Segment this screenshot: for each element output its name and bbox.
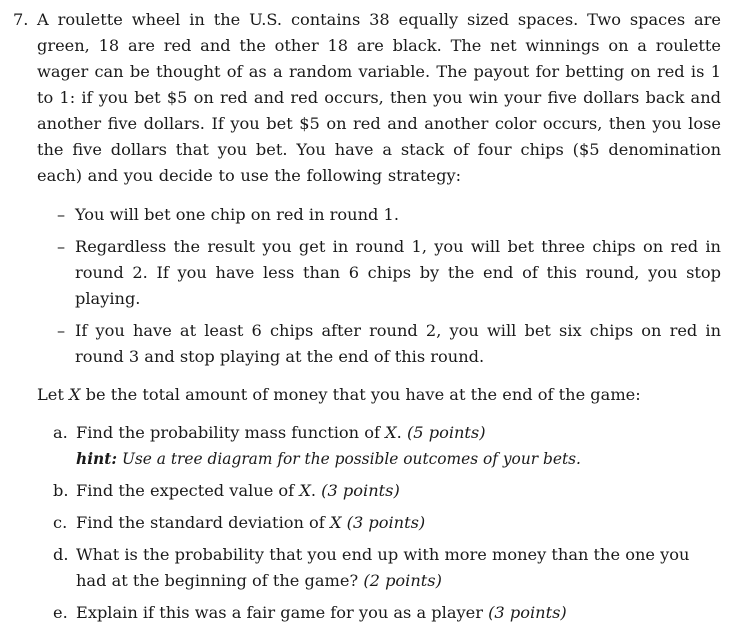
part-points: (3 points) [321, 481, 400, 500]
let-x-after: be the total amount of money that you have at the end of the game: [80, 385, 641, 404]
variable-x: X [68, 385, 81, 404]
dash-bullet: – [57, 321, 66, 340]
strategy-text: Regardless the result you get in round 1, you will bet three chips on red in round 2. If you have less than 6 chips by the end of this round, you stop playing. [75, 237, 721, 308]
part-d [53, 542, 721, 594]
problem-number: 7. [13, 10, 29, 29]
strategy-item [57, 318, 721, 370]
part-letter: b. [53, 481, 69, 500]
part-b [53, 478, 721, 504]
part-letter: c. [53, 513, 68, 532]
part-letter: e. [53, 603, 68, 622]
part-e [53, 600, 721, 626]
strategy-item [57, 202, 721, 228]
strategy-text: You will bet one chip on red in round 1. [75, 205, 399, 224]
variable-x: X [299, 481, 311, 500]
hint-text: Use a tree diagram for the possible outcomes of your bets. [121, 450, 581, 468]
part-text-end: . [310, 481, 317, 500]
part-points: (3 points) [346, 513, 426, 532]
hint [76, 450, 581, 468]
problem-intro: A roulette wheel in the U.S. contains 38 equally sized spaces. Two spaces are green, 18 are red and the other 18 are black. The net winnings on a roulette wager can be thought of as a random variable. The payout for betting on red is 1 to 1: if you bet $5 on red and red occurs, then you win your five dollars back and another five dollars. If you bet $5 on red and another color occurs, then you lose the five dollars that you bet. You have a stack of four chips ($5 denomination each) and you decide to use the following strategy: [37, 10, 721, 185]
variable-x: X [385, 423, 397, 442]
part-text-end: . [396, 423, 402, 442]
question-parts [13, 420, 721, 626]
strategy-text: If you have at least 6 chips after round 2, you will bet six chips on red in round 3 and stop playing at the end of this round. [75, 321, 721, 366]
part-a [53, 420, 721, 472]
part-points: (5 points) [406, 423, 486, 442]
part-text: Explain if this was a fair game for you as a player [76, 603, 483, 622]
let-x-before: Let [37, 385, 69, 404]
part-c [53, 510, 721, 536]
strategy-item [57, 234, 721, 312]
part-points: (3 points) [488, 603, 567, 622]
problem-7 [13, 7, 721, 632]
part-text: Find the standard deviation of [76, 513, 330, 532]
part-letter: d. [53, 545, 69, 564]
dash-bullet: – [57, 237, 66, 256]
part-letter: a. [53, 423, 68, 442]
hint-label: hint: [76, 450, 118, 468]
variable-x: X [329, 513, 342, 532]
part-text: What is the probability that you end up with more money than the one you had at the beginning of the game? [76, 545, 690, 590]
dash-bullet: – [57, 205, 66, 224]
part-text: Find the probability mass function of [76, 423, 386, 442]
strategy-list [13, 202, 721, 370]
part-points: (2 points) [363, 571, 442, 590]
part-text: Find the expected value of [76, 481, 300, 500]
random-variable-definition [37, 382, 721, 408]
